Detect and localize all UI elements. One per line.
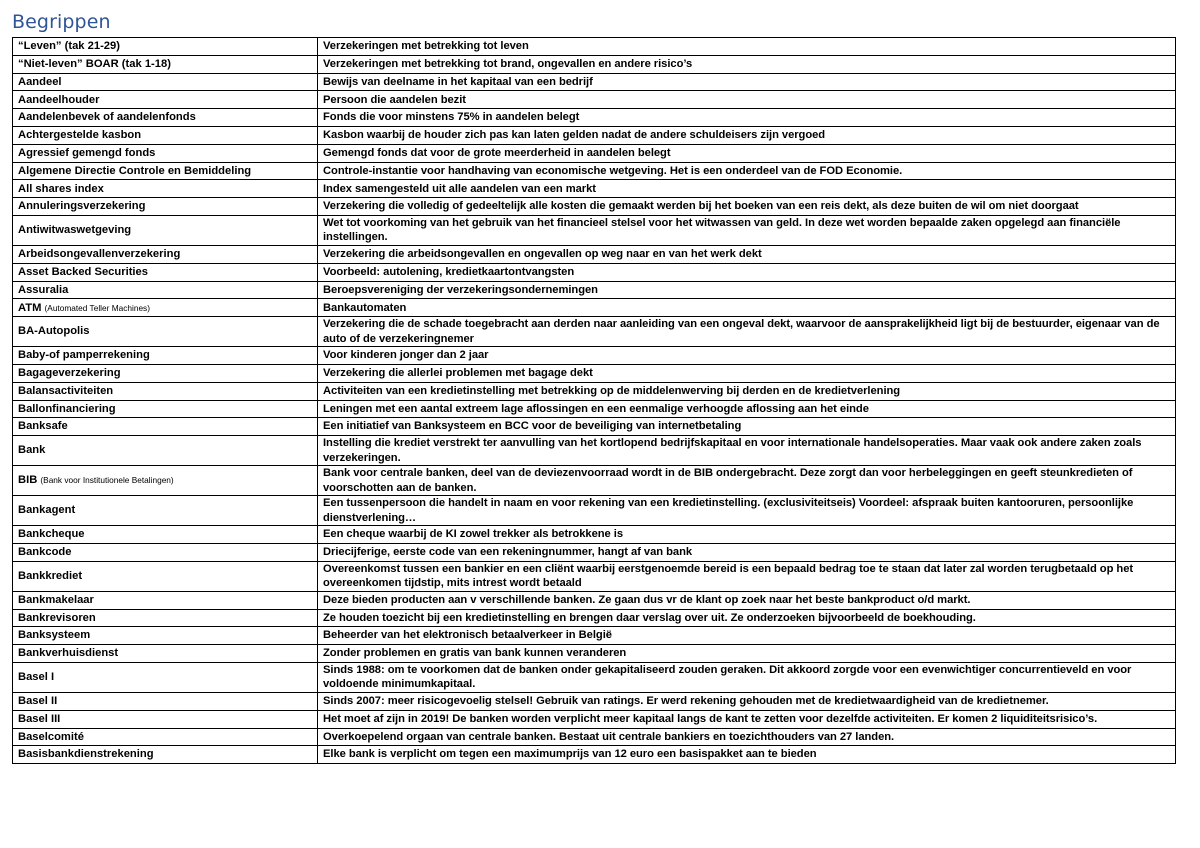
term-text: Bankmakelaar	[18, 593, 94, 606]
table-row	[13, 55, 1176, 73]
table-row	[13, 180, 1176, 198]
definition-cell: Fonds die voor minstens 75% in aandelen belegt	[318, 109, 1176, 127]
table-row	[13, 692, 1176, 710]
table-row	[13, 591, 1176, 609]
term-text: Banksysteem	[18, 629, 91, 642]
term-cell	[13, 591, 318, 609]
glossary-table	[12, 37, 1176, 764]
term-text: Asset Backed Securities	[18, 265, 148, 278]
definition-cell: Controle-instantie voor handhaving van economische wetgeving. Het is een onderdeel van de FOD Economie.	[318, 162, 1176, 180]
term-cell	[13, 109, 318, 127]
term-text: Algemene Directie Controle en Bemiddeling	[18, 164, 252, 177]
term-text: Baby-of pamperrekening	[18, 349, 150, 362]
term-text: Balansactiviteiten	[18, 384, 114, 397]
term-cell	[13, 91, 318, 109]
table-row	[13, 144, 1176, 162]
term-text: Agressief gemengd fonds	[18, 146, 156, 159]
term-text: Arbeidsongevallenverzekering	[18, 248, 181, 261]
definition-cell: Verzekeringen met betrekking tot leven	[318, 38, 1176, 56]
term-cell	[13, 180, 318, 198]
term-cell	[13, 245, 318, 263]
term-text: BA-Autopolis	[18, 325, 90, 338]
definition-cell: Sinds 2007: meer risicogevoelig stelsel! Gebruik van ratings. Er werd rekening gehouden met de kredietwaardigheid van de kredietnemer.	[318, 692, 1176, 710]
definition-cell: Leningen met een aantal extreem lage aflossingen en een eenmalige verhoogde aflossing aan het einde	[318, 400, 1176, 418]
term-text: Banksafe	[18, 420, 68, 433]
term-cell	[13, 198, 318, 216]
term-cell	[13, 382, 318, 400]
term-text: Basisbankdienstrekening	[18, 748, 154, 761]
term-cell	[13, 543, 318, 561]
definition-cell: Overkoepelend orgaan van centrale banken. Bestaat uit centrale bankiers en toezichthouders van 27 landen.	[318, 728, 1176, 746]
table-row	[13, 281, 1176, 299]
table-row	[13, 382, 1176, 400]
term-cell	[13, 609, 318, 627]
definition-cell: Bankautomaten	[318, 299, 1176, 317]
term-text: Bankverhuisdienst	[18, 647, 119, 660]
term-text: Assuralia	[18, 283, 69, 296]
term-text: All shares index	[18, 182, 104, 195]
term-text: “Leven” (tak 21-29)	[18, 40, 120, 53]
term-cell	[13, 692, 318, 710]
term-cell	[13, 466, 318, 496]
term-cell	[13, 38, 318, 56]
term-cell	[13, 645, 318, 663]
table-row	[13, 299, 1176, 317]
table-row	[13, 126, 1176, 144]
term-text: Bagageverzekering	[18, 367, 121, 380]
term-cell	[13, 162, 318, 180]
term-cell	[13, 215, 318, 245]
page-title: Begrippen	[12, 11, 111, 33]
definition-cell: Persoon die aandelen bezit	[318, 91, 1176, 109]
definition-cell: Bank voor centrale banken, deel van de deviezenvoorraad wordt in de BIB ondergebracht. Deze zorgt dan voor herbeleggingen en geeft steunkredieten of voorschotten aan de banken.	[318, 466, 1176, 496]
term-cell	[13, 526, 318, 544]
table-row	[13, 109, 1176, 127]
term-cell	[13, 347, 318, 365]
definition-cell: Voorbeeld: autolening, kredietkaartontvangsten	[318, 263, 1176, 281]
term-cell	[13, 73, 318, 91]
definition-cell: Index samengesteld uit alle aandelen van een markt	[318, 180, 1176, 198]
table-row	[13, 162, 1176, 180]
term-text: Bankrevisoren	[18, 611, 96, 624]
definition-cell: Verzekering die de schade toegebracht aan derden naar aanleiding van een ongeval dekt, waarvoor de aansprakelijkheid ligt bij de bestuurder, eigenaar van de auto of de verzekeringnemer	[318, 317, 1176, 347]
definition-cell: Een initiatief van Banksysteem en BCC voor de beveiliging van internetbetaling	[318, 418, 1176, 436]
definition-cell: Ze houden toezicht bij een kredietinstelling en brengen daar verslag over uit. Ze onderzoeken bijvoorbeeld de boekhouding.	[318, 609, 1176, 627]
term-text: Bankkrediet	[18, 569, 83, 582]
term-text: ATM	[18, 301, 42, 314]
term-cell	[13, 263, 318, 281]
table-row	[13, 466, 1176, 496]
table-row	[13, 215, 1176, 245]
term-cell	[13, 627, 318, 645]
term-text: Bankagent	[18, 504, 76, 517]
table-row	[13, 38, 1176, 56]
definition-cell: Voor kinderen jonger dan 2 jaar	[318, 347, 1176, 365]
table-row	[13, 198, 1176, 216]
term-note: (Bank voor Institutionele Betalingen)	[40, 475, 174, 486]
term-text: BIB	[18, 474, 38, 487]
definition-cell: Het moet af zijn in 2019! De banken worden verplicht meer kapitaal langs de kant te zetten voor dezelfde activiteiten. Er komen 2 liquiditeitsrisico’s.	[318, 710, 1176, 728]
term-cell	[13, 436, 318, 466]
term-cell	[13, 126, 318, 144]
term-cell	[13, 710, 318, 728]
term-cell	[13, 496, 318, 526]
term-text: Basel I	[18, 671, 55, 684]
table-row	[13, 317, 1176, 347]
definition-cell: Kasbon waarbij de houder zich pas kan laten gelden nadat de andere schuldeisers zijn vergoed	[318, 126, 1176, 144]
table-row	[13, 627, 1176, 645]
term-cell	[13, 144, 318, 162]
term-text: Bank	[18, 444, 46, 457]
table-row	[13, 609, 1176, 627]
term-text: Aandeel	[18, 75, 62, 88]
definition-cell: Verzekering die arbeidsongevallen en ongevallen op weg naar en van het werk dekt	[318, 245, 1176, 263]
term-text: Bankcode	[18, 546, 72, 559]
table-row	[13, 526, 1176, 544]
term-cell	[13, 728, 318, 746]
definition-cell: Wet tot voorkoming van het gebruik van het financieel stelsel voor het witwassen van geld. In deze wet worden bepaalde zaken opgelegd aan financiële instellingen.	[318, 215, 1176, 245]
definition-cell: Driecijferige, eerste code van een rekeningnummer, hangt af van bank	[318, 543, 1176, 561]
definition-cell: Deze bieden producten aan v verschillende banken. Ze gaan dus vr de klant op zoek naar het beste bankproduct o/d markt.	[318, 591, 1176, 609]
definition-cell: Instelling die krediet verstrekt ter aanvulling van het kortlopend bedrijfskapitaal en voor internationale handelsoperaties. Maar vaak ook andere zaken zoals verzekeringen.	[318, 436, 1176, 466]
definition-cell: Activiteiten van een kredietinstelling met betrekking op de middelenwerving bij derden en de kredietverlening	[318, 382, 1176, 400]
table-row	[13, 436, 1176, 466]
table-row	[13, 645, 1176, 663]
definition-cell: Een tussenpersoon die handelt in naam en voor rekening van een kredietinstelling. (exclusiviteitseis) Voordeel: afspraak buiten kantooruren, persoonlijke dienstverlening…	[318, 496, 1176, 526]
table-row	[13, 73, 1176, 91]
definition-cell: Beheerder van het elektronisch betaalverkeer in België	[318, 627, 1176, 645]
definition-cell: Beroepsvereniging der verzekeringsondernemingen	[318, 281, 1176, 299]
table-row	[13, 418, 1176, 436]
term-text: Aandelenbevek of aandelenfonds	[18, 111, 196, 124]
term-note: (Automated Teller Machines)	[44, 302, 150, 313]
term-text: “Niet-leven” BOAR (tak 1-18)	[18, 57, 171, 70]
definition-cell: Verzekeringen met betrekking tot brand, ongevallen en andere risico’s	[318, 55, 1176, 73]
term-text: Basel II	[18, 695, 58, 708]
definition-cell: Een cheque waarbij de KI zowel trekker als betrokkene is	[318, 526, 1176, 544]
term-cell	[13, 364, 318, 382]
glossary-rows	[13, 38, 1176, 764]
table-row	[13, 364, 1176, 382]
term-cell	[13, 561, 318, 591]
term-cell	[13, 317, 318, 347]
term-text: Ballonfinanciering	[18, 402, 116, 415]
table-row	[13, 400, 1176, 418]
term-text: Aandeelhouder	[18, 93, 100, 106]
table-row	[13, 347, 1176, 365]
table-row	[13, 710, 1176, 728]
table-row	[13, 662, 1176, 692]
term-text: Baselcomité	[18, 730, 84, 743]
definition-cell: Overeenkomst tussen een bankier en een cliënt waarbij eerstgenoemde bereid is een bepaald bedrag toe te staan dat later zal worden terugbetaald op het overeenkomen tijdstip, mits intrest wordt betaald	[318, 561, 1176, 591]
term-text: Annuleringsverzekering	[18, 200, 146, 213]
definition-cell: Sinds 1988: om te voorkomen dat de banken onder gekapitaliseerd zouden geraken. Dit akkoord zorgde voor een evenwichtiger concurrentieveld en voor voldoende minimumkapitaal.	[318, 662, 1176, 692]
term-text: Bankcheque	[18, 528, 85, 541]
term-text: Achtergestelde kasbon	[18, 129, 142, 142]
definition-cell: Elke bank is verplicht om tegen een maximumprijs van 12 euro een basispakket aan te bieden	[318, 746, 1176, 764]
definition-cell: Verzekering die allerlei problemen met bagage dekt	[318, 364, 1176, 382]
definition-cell: Verzekering die volledig of gedeeltelijk alle kosten die gemaakt werden bij het boeken van een reis dekt, als deze buiten de wil om niet doorgaat	[318, 198, 1176, 216]
table-row	[13, 543, 1176, 561]
term-cell	[13, 746, 318, 764]
term-cell	[13, 400, 318, 418]
table-row	[13, 496, 1176, 526]
table-row	[13, 263, 1176, 281]
term-text: Antiwitwaswetgeving	[18, 224, 132, 237]
term-text: Basel III	[18, 712, 61, 725]
term-cell	[13, 299, 318, 317]
term-cell	[13, 662, 318, 692]
table-row	[13, 561, 1176, 591]
definition-cell: Gemengd fonds dat voor de grote meerderheid in aandelen belegt	[318, 144, 1176, 162]
term-cell	[13, 281, 318, 299]
definition-cell: Zonder problemen en gratis van bank kunnen veranderen	[318, 645, 1176, 663]
table-row	[13, 746, 1176, 764]
table-row	[13, 245, 1176, 263]
table-row	[13, 728, 1176, 746]
definition-cell: Bewijs van deelname in het kapitaal van een bedrijf	[318, 73, 1176, 91]
term-cell	[13, 55, 318, 73]
table-row	[13, 91, 1176, 109]
term-cell	[13, 418, 318, 436]
